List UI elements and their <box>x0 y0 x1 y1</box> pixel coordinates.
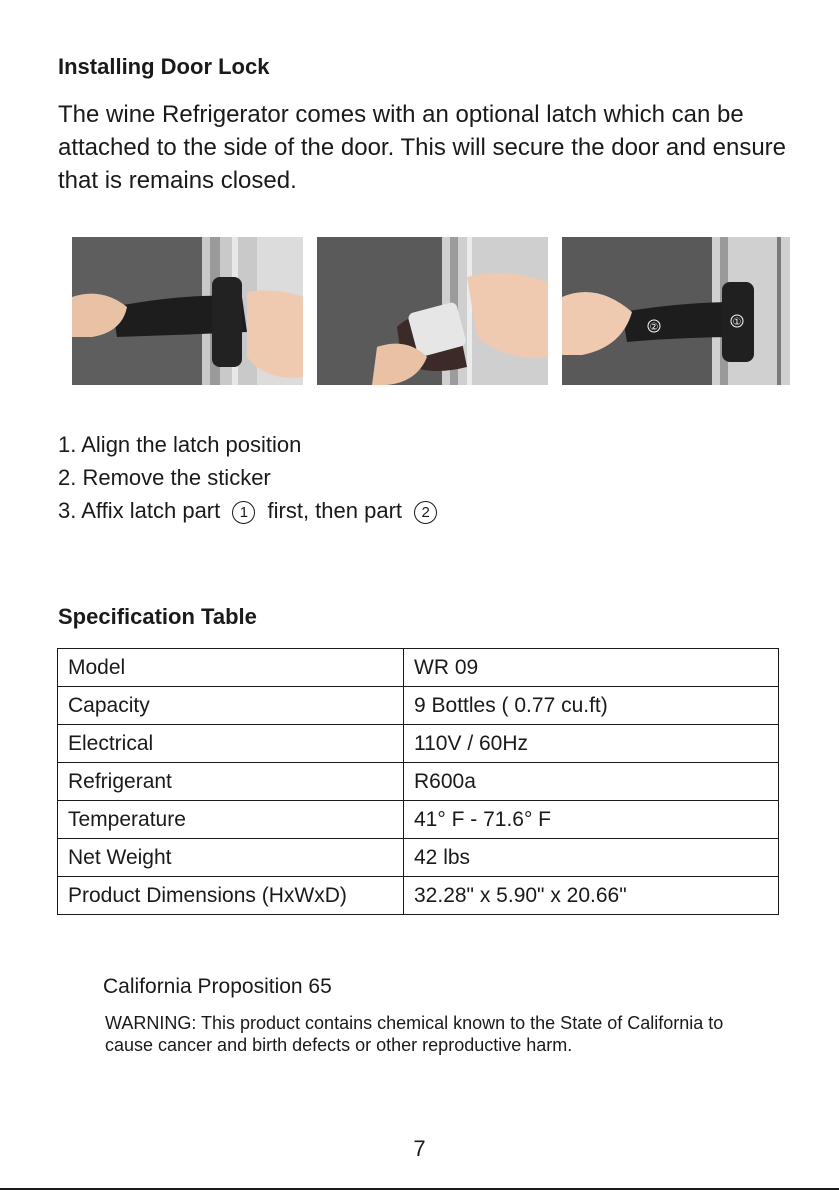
table-row <box>58 649 779 687</box>
install-steps <box>58 428 443 527</box>
table-row <box>58 687 779 725</box>
spec-label-cell: Net Weight <box>58 839 404 877</box>
spec-value-cell: 110V / 60Hz <box>404 725 779 763</box>
spec-label-cell: Refrigerant <box>58 763 404 801</box>
install-intro-text: The wine Refrigerator comes with an optional latch which can be attached to the side of the door. This will secure the door and ensure that is remains closed. <box>58 101 787 194</box>
table-row <box>58 839 779 877</box>
align-latch-photo <box>72 237 303 385</box>
spec-value-cell: 9 Bottles ( 0.77 cu.ft) <box>404 687 779 725</box>
step-3-text-middle: first, then part <box>267 498 403 523</box>
step-2: 2. Remove the sticker <box>58 465 271 490</box>
spec-heading: Specification Table <box>58 604 257 629</box>
table-row <box>58 877 779 915</box>
table-row <box>58 801 779 839</box>
spec-value-cell: WR 09 <box>404 649 779 687</box>
prop65-title: California Proposition 65 <box>103 975 332 998</box>
prop65-warning: WARNING: This product contains chemical known to the State of California to cause cancer and birth defects or other reproductive harm. <box>105 1013 724 1055</box>
spec-label-cell: Capacity <box>58 687 404 725</box>
page-bottom-rule <box>0 1188 839 1190</box>
page-number: 7 <box>413 1136 426 1161</box>
spec-table <box>57 648 779 915</box>
spec-value-cell: 41° F - 71.6° F <box>404 801 779 839</box>
spec-label-cell: Electrical <box>58 725 404 763</box>
affix-latch-photo <box>562 237 790 385</box>
spec-value-cell: 42 lbs <box>404 839 779 877</box>
spec-label-cell: Model <box>58 649 404 687</box>
table-row <box>58 763 779 801</box>
spec-label-cell: Product Dimensions (HxWxD) <box>58 877 404 915</box>
part-2-badge: ② <box>649 322 659 333</box>
spec-label-cell: Temperature <box>58 801 404 839</box>
step-3 <box>58 494 443 527</box>
remove-sticker-photo <box>317 237 548 385</box>
spec-value-cell: 32.28" x 5.90" x 20.66" <box>404 877 779 915</box>
step-3-text-before: 3. Affix latch part <box>58 498 221 523</box>
part-1-badge: ① <box>732 317 742 328</box>
part-1-circle-marker: 1 <box>232 501 255 524</box>
part-2-circle-marker: 2 <box>414 501 437 524</box>
spec-value-cell: R600a <box>404 763 779 801</box>
step-1: 1. Align the latch position <box>58 432 302 457</box>
install-heading: Installing Door Lock <box>58 54 270 79</box>
table-row <box>58 725 779 763</box>
